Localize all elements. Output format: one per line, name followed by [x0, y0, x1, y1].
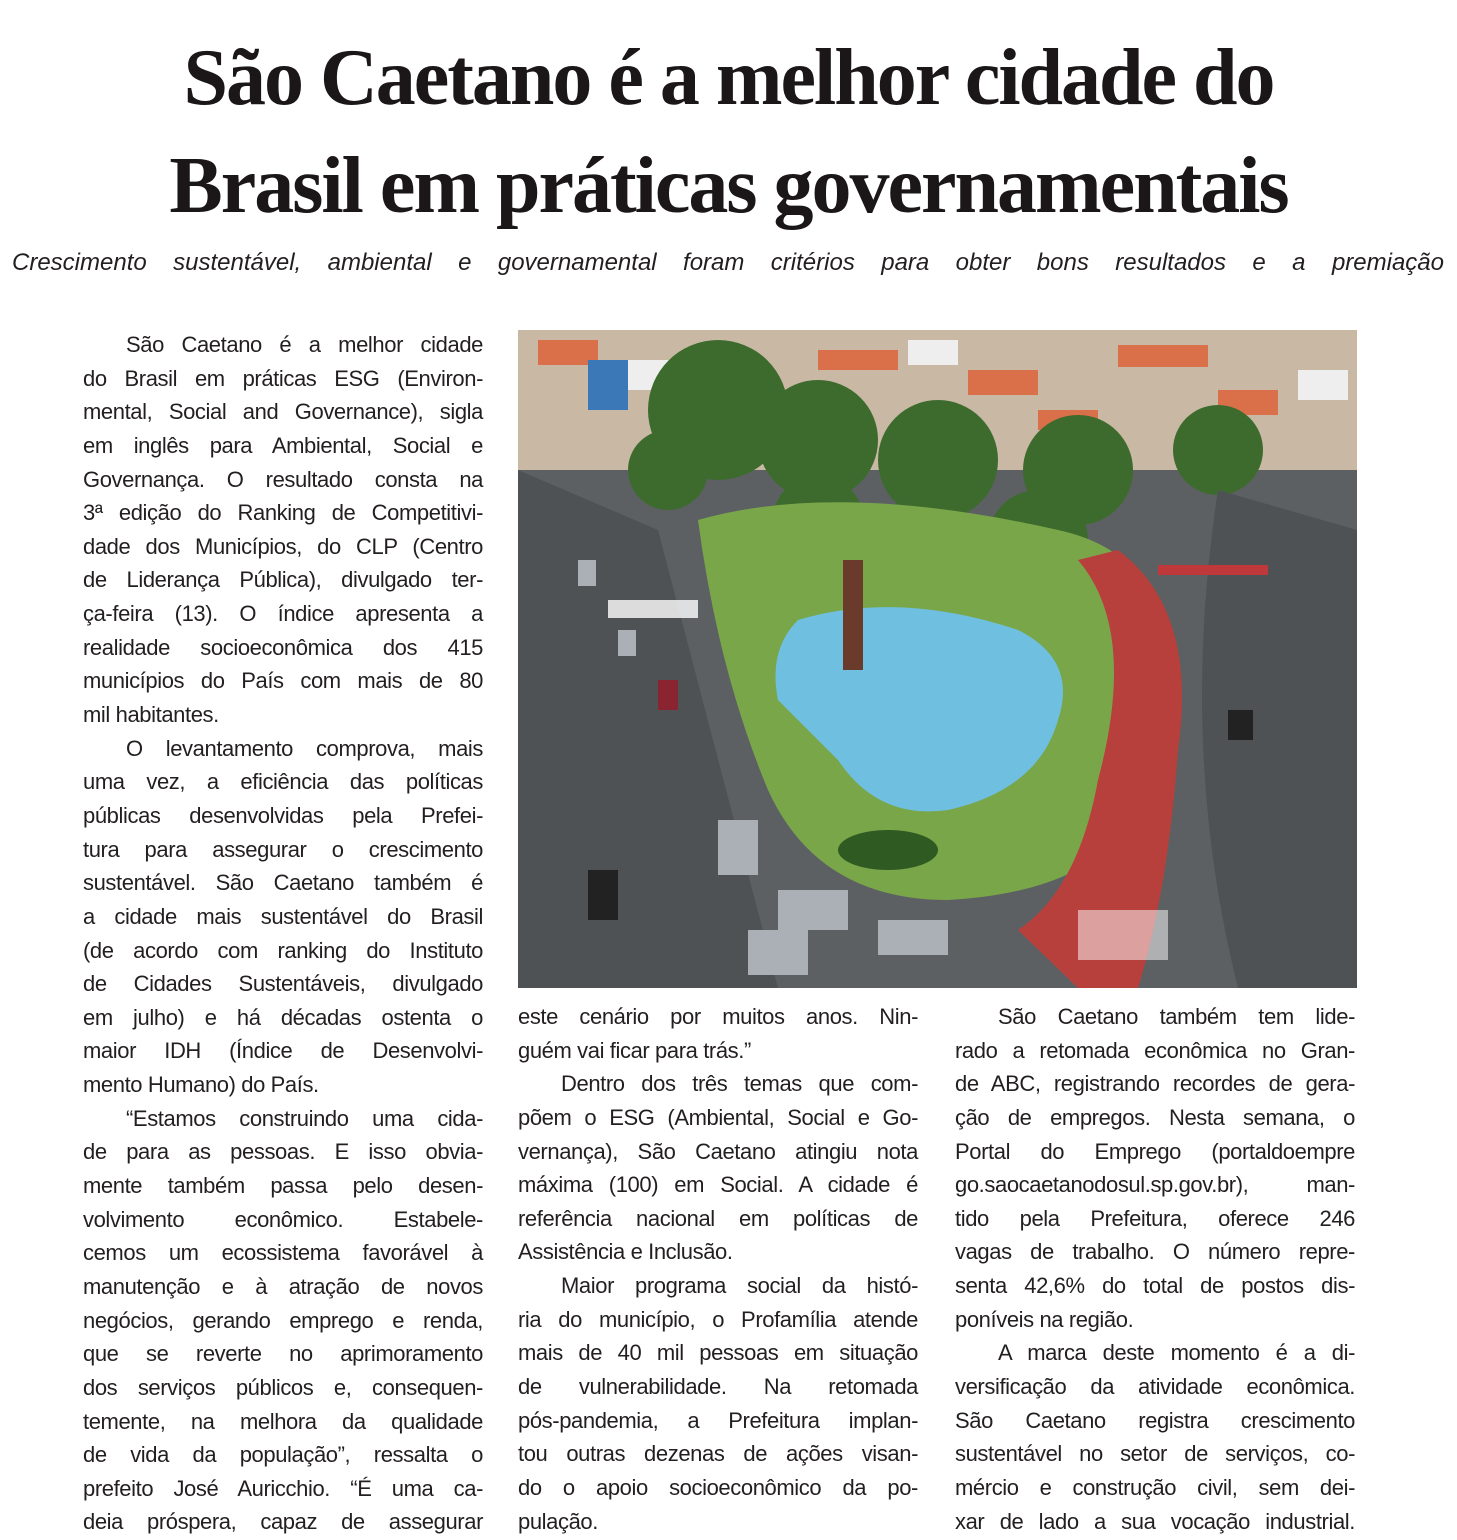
text-line: rado a retomada econômica no Gran-: [955, 1037, 1355, 1063]
text-line: que se reverte no aprimoramento: [83, 1341, 483, 1367]
text-line: prefeito José Auricchio. “É uma ca-: [83, 1475, 483, 1501]
text-line: Governança. O resultado consta na: [83, 466, 483, 492]
text-line: em julho) e há décadas ostenta o: [83, 1004, 483, 1030]
text-line: sustentável. São Caetano também é: [83, 870, 483, 896]
text-line: Maior programa social da histó-: [561, 1273, 918, 1299]
text-line: do Brasil em práticas ESG (Environ-: [83, 365, 483, 391]
text-line: negócios, gerando emprego e renda,: [83, 1307, 483, 1333]
text-line: mente também passa pelo desen-: [83, 1173, 483, 1199]
text-line: realidade socioeconômica dos 415: [83, 634, 483, 660]
text-line: do o apoio socioeconômico da po-: [518, 1474, 918, 1500]
subtitle: Crescimento sustentável, ambiental e governamental foram critérios para obter bons resultados e a premiação: [12, 249, 1444, 276]
text-line: volvimento econômico. Estabele-: [83, 1206, 483, 1232]
text-line: de vulnerabilidade. Na retomada: [518, 1374, 918, 1400]
text-line: tou outras dezenas de ações visan-: [518, 1441, 918, 1467]
text-line: dos serviços públicos e, consequen-: [83, 1374, 483, 1400]
text-line: mil habitantes.: [83, 702, 219, 728]
article-column-1: [83, 328, 483, 1539]
text-line: poníveis na região.: [955, 1306, 1134, 1332]
article-column-3: [955, 1000, 1355, 1538]
text-line: referência nacional em políticas de: [518, 1205, 918, 1231]
text-line: de vida da população”, ressalta o: [83, 1442, 483, 1468]
text-line: públicas desenvolvidas pela Prefei-: [83, 802, 483, 828]
text-line: Portal do Emprego (portaldoempre: [955, 1138, 1355, 1164]
text-line: 3ª edição do Ranking de Competitivi-: [83, 500, 483, 526]
text-line: São Caetano também tem lide-: [998, 1004, 1355, 1029]
text-line: pulação.: [518, 1508, 598, 1534]
text-line: cemos um ecossistema favorável à: [83, 1240, 483, 1266]
headline-line-1: São Caetano é a melhor cidade do: [183, 34, 1274, 122]
text-line: mércio e construção civil, sem dei-: [955, 1474, 1355, 1500]
text-line: uma vez, a eficiência das políticas: [83, 769, 483, 795]
text-line: xar de lado a sua vocação industrial.: [955, 1508, 1355, 1534]
text-line: senta 42,6% do total de postos dis-: [955, 1273, 1355, 1299]
text-line: vagas de trabalho. O número repre-: [955, 1239, 1355, 1265]
text-line: versificação da atividade econômica.: [955, 1374, 1355, 1400]
text-line: guém vai ficar para trás.”: [518, 1037, 751, 1063]
text-line: de Liderança Pública), divulgado ter-: [83, 567, 483, 593]
text-line: ção de empregos. Nesta semana, o: [955, 1104, 1355, 1130]
headline-line-2: Brasil em práticas governamentais: [169, 142, 1288, 230]
text-line: de Cidades Sustentáveis, divulgado: [83, 971, 483, 997]
text-line: em inglês para Ambiental, Social e: [83, 432, 483, 458]
text-line: vernança), São Caetano atingiu nota: [518, 1138, 918, 1164]
text-line: A marca deste momento é a di-: [998, 1340, 1355, 1366]
text-line: de para as pessoas. E isso obvia-: [83, 1139, 483, 1165]
text-line: O levantamento comprova, mais: [126, 735, 483, 761]
text-line: Dentro dos três temas que com-: [561, 1071, 918, 1097]
text-line: (de acordo com ranking do Instituto: [83, 937, 483, 963]
text-line: a cidade mais sustentável do Brasil: [83, 903, 483, 929]
text-line: põem o ESG (Ambiental, Social e Go-: [518, 1104, 918, 1130]
text-line: mais de 40 mil pessoas em situação: [518, 1340, 918, 1366]
text-line: Assistência e Inclusão.: [518, 1239, 733, 1265]
text-line: tura para assegurar o crescimento: [83, 836, 483, 862]
text-line: pós-pandemia, a Prefeitura implan-: [518, 1407, 918, 1433]
text-line: São Caetano é a melhor cidade: [126, 332, 483, 357]
text-line: de ABC, registrando recordes de gera-: [955, 1071, 1355, 1097]
text-line: tido pela Prefeitura, oferece 246: [955, 1205, 1355, 1231]
text-line: mental, Social and Governance), sigla: [83, 399, 483, 425]
text-line: mento Humano) do País.: [83, 1072, 319, 1098]
text-line: São Caetano registra crescimento: [955, 1407, 1355, 1433]
text-line: este cenário por muitos anos. Nin-: [518, 1004, 918, 1029]
text-line: deia próspera, capaz de assegurar: [83, 1509, 483, 1535]
aerial-photo-illustration: [518, 330, 1357, 988]
text-line: máxima (100) em Social. A cidade é: [518, 1172, 918, 1198]
text-line: “Estamos construindo uma cida-: [126, 1105, 483, 1131]
text-line: ria do município, o Profamília atende: [518, 1306, 918, 1332]
text-line: dade dos Municípios, do CLP (Centro: [83, 533, 483, 559]
article-column-2: [518, 1000, 918, 1538]
aerial-photo: [518, 330, 1357, 988]
text-line: manutenção e à atração de novos: [83, 1273, 483, 1299]
text-line: maior IDH (Índice de Desenvolvi-: [83, 1038, 483, 1064]
text-line: municípios do País com mais de 80: [83, 668, 483, 694]
text-line: sustentável no setor de serviços, co-: [955, 1441, 1355, 1467]
text-line: temente, na melhora da qualidade: [83, 1408, 483, 1434]
text-line: go.saocaetanodosul.sp.gov.br), man-: [955, 1172, 1355, 1198]
text-line: ça-feira (13). O índice apresenta a: [83, 601, 483, 627]
